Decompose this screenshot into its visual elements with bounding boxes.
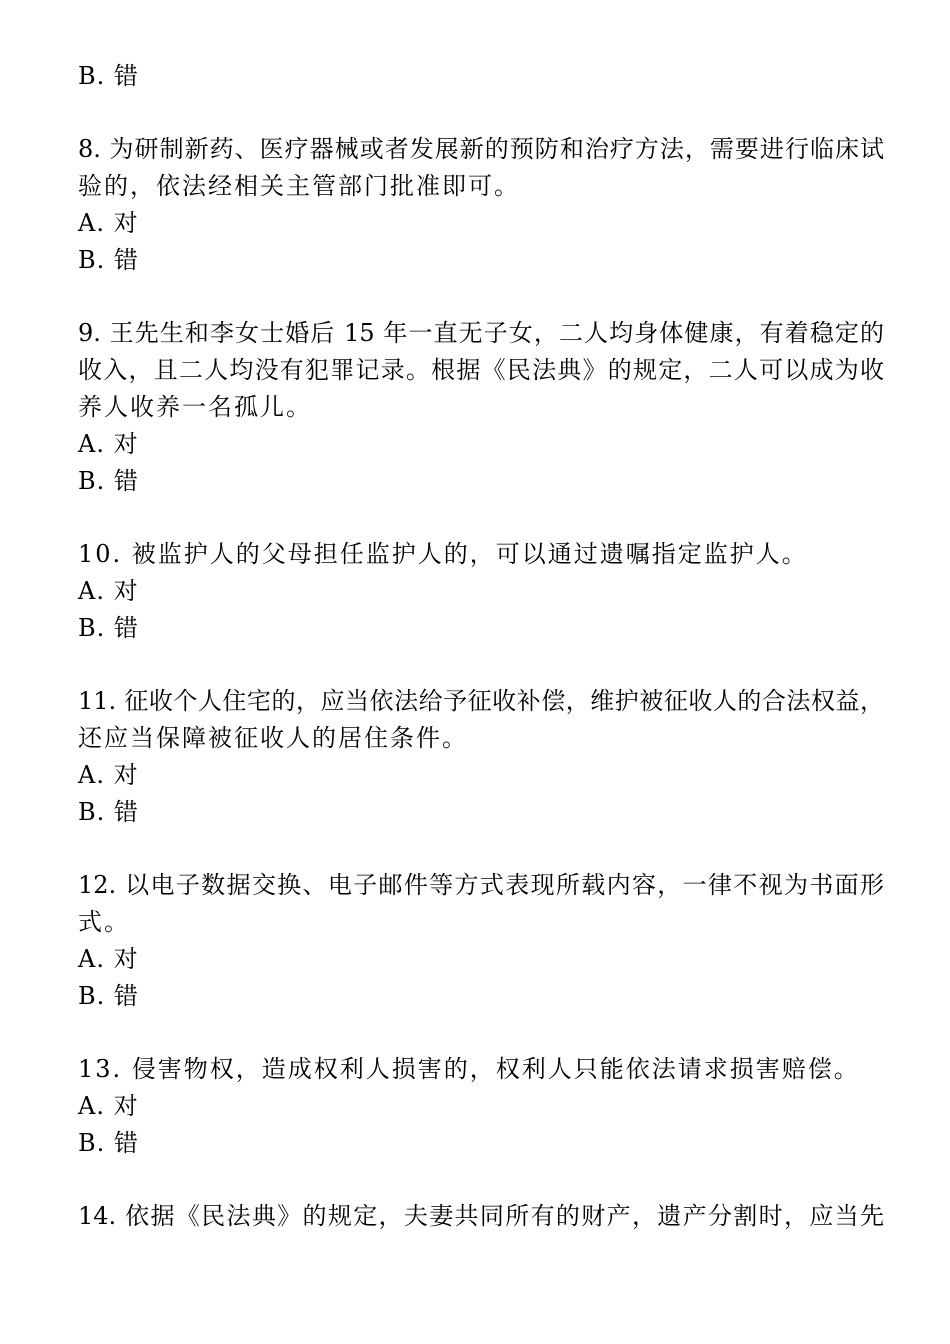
option-b: B. 错 bbox=[78, 614, 139, 642]
question-14 bbox=[78, 1198, 884, 1235]
option-a: A. 对 bbox=[78, 1092, 139, 1120]
option-a: A. 对 bbox=[78, 430, 139, 458]
question-12 bbox=[78, 867, 884, 1015]
question-text-line: 收入，且二人均没有犯罪记录。根据《民法典》的规定，二人可以成为收 bbox=[78, 356, 884, 384]
question-text-line: 11. 征收个人住宅的，应当依法给予征收补偿，维护被征收人的合法权益， bbox=[78, 687, 884, 715]
option-b: B. 错 bbox=[78, 467, 139, 495]
option-b: B. 错 bbox=[78, 798, 139, 826]
option-b: B. 错 bbox=[78, 1129, 139, 1157]
leading-option-b: B. 错 bbox=[78, 62, 139, 90]
question-text-line: 13. 侵害物权，造成权利人损害的，权利人只能依法请求损害赔偿。 bbox=[78, 1055, 860, 1083]
question-text-line: 14. 依据《民法典》的规定，夫妻共同所有的财产，遗产分割时，应当先 bbox=[78, 1202, 884, 1230]
question-11 bbox=[78, 683, 884, 831]
question-text-line: 10. 被监护人的父母担任监护人的，可以通过遗嘱指定监护人。 bbox=[78, 540, 808, 568]
option-a: A. 对 bbox=[78, 577, 139, 605]
option-a: A. 对 bbox=[78, 209, 139, 237]
question-text-line: 养人收养一名孤儿。 bbox=[78, 393, 312, 421]
question-text-line: 还应当保障被征收人的居住条件。 bbox=[78, 724, 468, 752]
option-a: A. 对 bbox=[78, 761, 139, 789]
document-page bbox=[78, 58, 884, 1235]
question-text-line: 式。 bbox=[78, 908, 130, 936]
question-text-line: 12. 以电子数据交换、电子邮件等方式表现所载内容，一律不视为书面形 bbox=[78, 871, 884, 899]
question-10 bbox=[78, 536, 884, 647]
option-b: B. 错 bbox=[78, 982, 139, 1010]
option-a: A. 对 bbox=[78, 945, 139, 973]
question-text-line: 8. 为研制新药、医疗器械或者发展新的预防和治疗方法，需要进行临床试 bbox=[78, 135, 884, 163]
question-text-line: 9. 王先生和李女士婚后 15 年一直无子女，二人均身体健康，有着稳定的 bbox=[78, 319, 884, 347]
option-b: B. 错 bbox=[78, 246, 139, 274]
question-9 bbox=[78, 315, 884, 500]
question-8 bbox=[78, 131, 884, 279]
question-text-line: 验的，依法经相关主管部门批准即可。 bbox=[78, 172, 520, 200]
question-13 bbox=[78, 1051, 884, 1162]
